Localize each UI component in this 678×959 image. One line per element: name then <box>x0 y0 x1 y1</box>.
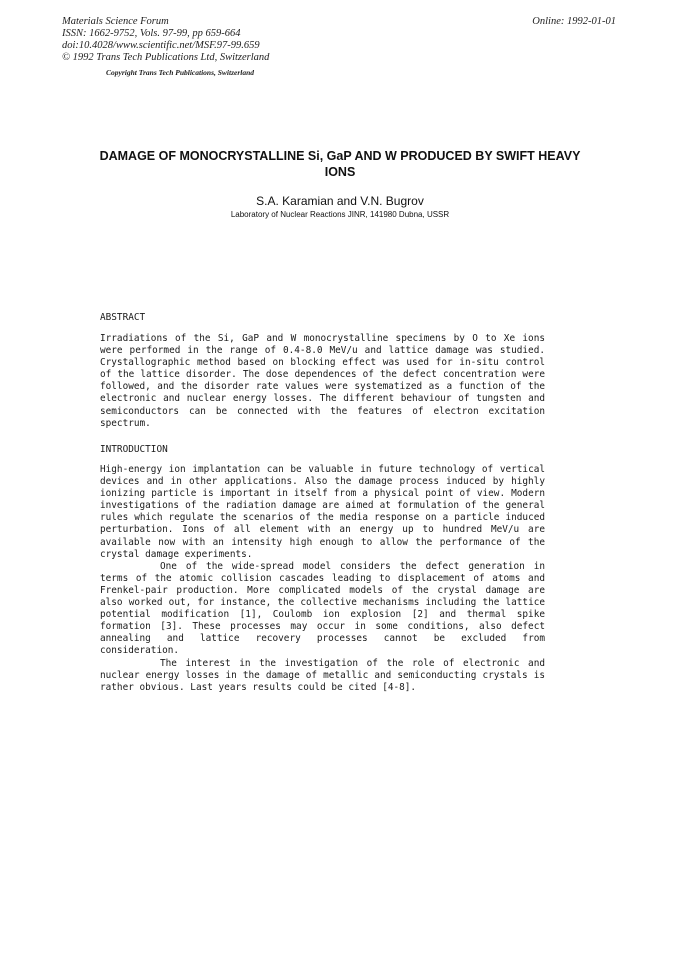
introduction-text <box>100 464 545 694</box>
abstract-heading: ABSTRACT <box>100 312 146 323</box>
article-authors: S.A. Karamian and V.N. Bugrov <box>256 194 424 208</box>
copyright-small-line: Copyright Trans Tech Publications, Switzerland <box>106 68 255 77</box>
issn-line: ISSN: 1662-9752, Vols. 97-99, pp 659-664 <box>62 28 241 39</box>
abstract-text <box>100 333 545 430</box>
copyright-line: © 1992 Trans Tech Publications Ltd, Switzerland <box>62 52 270 63</box>
abstract-paragraph: Irradiations of the Si, GaP and W monocrystalline specimens by O to Xe ions were performed in the range of 0.4-8.0 MeV/u and lattice damage was studied. Crystallographic method based on blocking effect was used for in-situ control of the lattice disorder. The dose dependences of the defect concentration were followed, and the disorder rate values were systematized as a function of the electronic and nuclear energy losses. The different behaviour of tungsten and semiconductors can be connected with the features of electron excitation spectrum. <box>100 333 545 429</box>
intro-paragraph-2: One of the wide-spread model considers the defect generation in terms of the atomic collision cascades leading to displacement of atoms and Frenkel-pair production. More complicated models of the crystal damage are also worked out, for instance, the collective mechanisms including the lattice potential modification [1], Coulomb ion explosion [2] and thermal spike formation [3]. These processes may occur in some conditions, also defect annealing and lattice recovery processes cannot be excluded from consideration. <box>100 560 545 657</box>
article-title: DAMAGE OF MONOCRYSTALLINE Si, GaP AND W PRODUCED BY SWIFT HEAVY IONS <box>99 149 581 179</box>
introduction-heading: INTRODUCTION <box>100 444 168 455</box>
publication-metadata <box>62 16 422 79</box>
author-affiliation: Laboratory of Nuclear Reactions JINR, 141980 Dubna, USSR <box>230 210 450 219</box>
doi-line: doi:10.4028/www.scientific.net/MSF.97-99.659 <box>62 40 260 51</box>
intro-paragraph-1: High-energy ion implantation can be valuable in future technology of vertical devices and in other applications. Also the damage process induced by highly ionizing particle is important in itself from a physical point of view. Modern investigations of the radiation damage are aimed at formulation of the general rules which regulate the scenarios of the media response on a particle induced perturbation. Ions of all element with an energy up to hundred MeV/u are available now with an intensity high enough to allow the performance of the crystal damage experiments. <box>100 464 545 560</box>
online-date: Online: 1992-01-01 <box>532 16 616 27</box>
intro-paragraph-3: The interest in the investigation of the role of electronic and nuclear energy losses in the damage of metallic and semiconducting crystals is rather obvious. Last years results could be cited [4-8]. <box>100 657 545 693</box>
journal-name: Materials Science Forum <box>62 16 169 27</box>
